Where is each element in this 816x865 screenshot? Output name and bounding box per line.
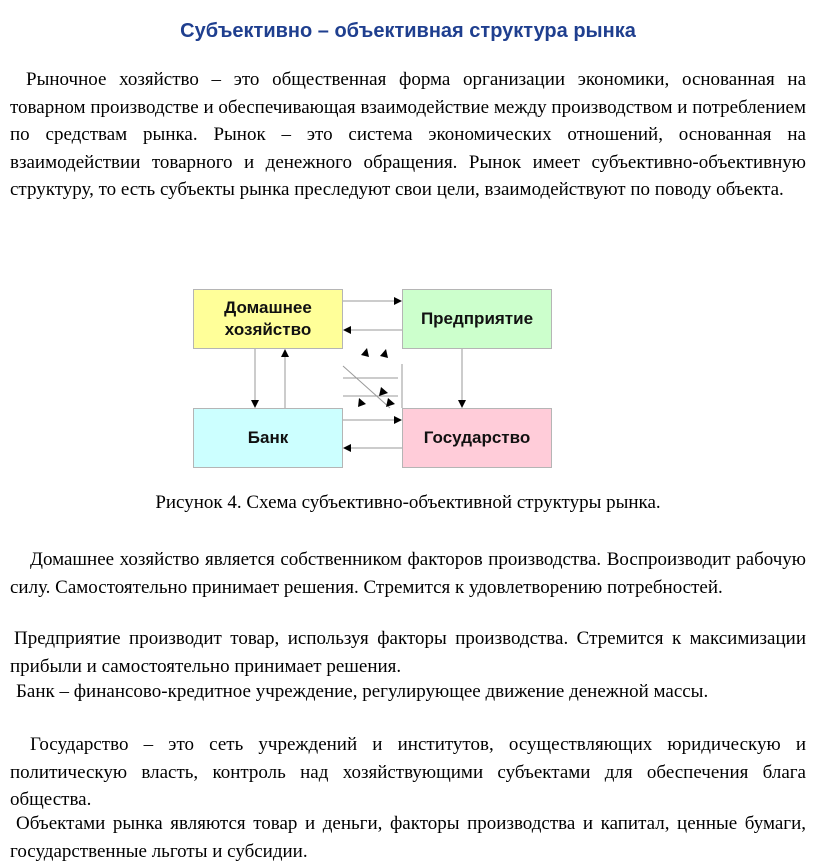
arrowhead-firm-gov bbox=[458, 400, 466, 408]
arrowhead-bank-gov bbox=[394, 416, 402, 424]
bank-paragraph: Банк – финансово-кредитное учреждение, регулирующее движение денежной массы. bbox=[16, 681, 709, 702]
arrowhead-diag-3 bbox=[358, 398, 366, 407]
bank-box: Банк bbox=[193, 408, 343, 468]
arrowhead-bank-home bbox=[281, 349, 289, 357]
intro-paragraph: Рыночное хозяйство – это общественная форма организации экономики, основанная на товарном производстве и обеспечивающая взаимодействие между производством и потреблением по средствам рынка. Рынок – это система экономических отношений, основанная на взаимодействии товарного и денежного обращения. Рынок имеет субъективно-объективную структуру, то есть субъекты рынка преследуют свои цели, взаимодействуют по поводу объекта. bbox=[10, 69, 806, 200]
state-box: Государство bbox=[402, 408, 552, 468]
household-paragraph: Домашнее хозяйство является собственником факторов производства. Воспроизводит рабочую силу. Самостоятельно принимает решения. Стремится к удовлетворению потребностей. bbox=[10, 549, 806, 598]
enterprise-paragraph: Предприятие производит товар, используя факторы производства. Стремится к максимизации прибыли и самостоятельно принимает решения. bbox=[10, 628, 806, 677]
arrowhead-firm-home bbox=[343, 326, 351, 334]
arrowhead-home-bank bbox=[251, 400, 259, 408]
arrowhead-home-firm bbox=[394, 297, 402, 305]
connector-diagonal-a bbox=[343, 366, 390, 408]
household-box: Домашнее хозяйство bbox=[193, 289, 343, 349]
arrowhead-diag-2 bbox=[380, 349, 388, 358]
arrowhead-diag-1 bbox=[361, 348, 369, 357]
page-title: Субъективно – объективная структура рынка bbox=[180, 20, 636, 42]
arrowhead-diag-5 bbox=[386, 398, 395, 407]
objects-paragraph: Объектами рынка являются товар и деньги, факторы производства и капитал, ценные бумаги, государственные льготы и субсидии. bbox=[10, 813, 806, 862]
figure-caption: Рисунок 4. Схема субъективно-объективной структуры рынка. bbox=[155, 492, 661, 513]
state-paragraph: Государство – это сеть учреждений и институтов, осуществляющих юридическую и политическую власть, контроль над хозяйствующими субъектами для обеспечения блага общества. bbox=[10, 734, 806, 810]
arrowhead-gov-bank bbox=[343, 444, 351, 452]
arrowhead-diag-4 bbox=[379, 387, 388, 396]
enterprise-box: Предприятие bbox=[402, 289, 552, 349]
